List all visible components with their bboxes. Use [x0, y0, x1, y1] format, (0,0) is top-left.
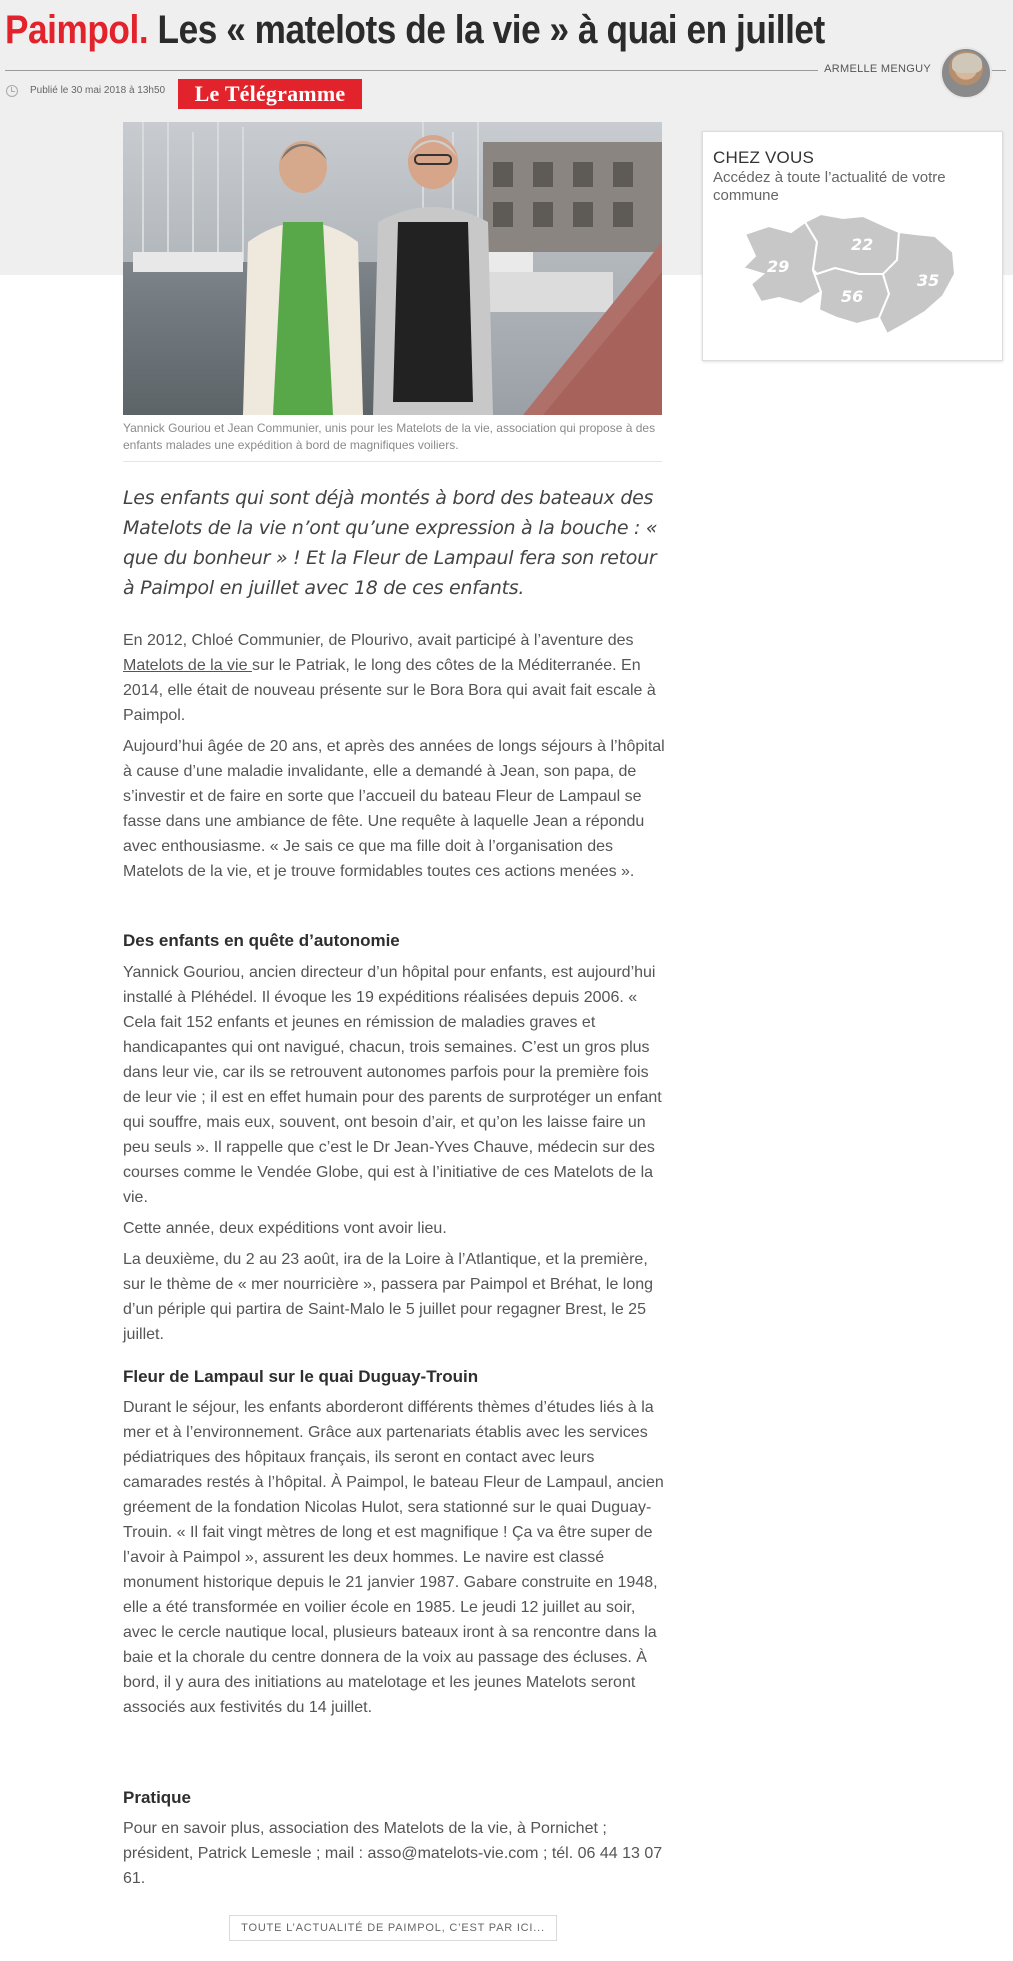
chez-vous-widget	[702, 131, 1003, 361]
page-title	[5, 2, 832, 58]
article-photo	[123, 122, 662, 415]
paragraph-1-end: sur le Patriak, le long des côtes de la Méditerranée. En 2014, elle était de nouveau présente sur le Bora Bora qui avait fait escale à Paimpol.	[123, 657, 656, 724]
paragraph-2: Aujourd’hui âgée de 20 ans, et après des années de longs séjours à l’hôpital à cause d’une maladie invalidante, elle a demandé à Jean, son papa, de s’investir et de faire en sorte que l’accueil du bateau Fleur de Lampaul se fasse dans une ambiance de fête. Une requête à laquelle Jean a répondu avec enthousiasme. « Je sais ce que ma fille doit à l’organisation des Matelots de la vie, et je trouve formidables toutes ces actions menées ».	[123, 738, 665, 880]
publish-date: Publié le 30 mai 2018 à 13h50	[30, 85, 166, 96]
paragraph-1-start: En 2012, Chloé Communier, de Plourivo, avait participé à l’aventure des	[123, 632, 634, 649]
department-22-label: 22	[851, 235, 874, 254]
author-avatar[interactable]	[940, 47, 992, 99]
subheading-pratique: Pratique	[123, 1788, 192, 1807]
matelots-link[interactable]: Matelots de la vie	[123, 657, 252, 674]
paragraph-4: Cette année, deux expéditions vont avoir lieu.	[123, 1220, 447, 1237]
photo-caption: Yannick Gouriou et Jean Communier, unis pour les Matelots de la vie, association qui propose à des enfants malades une expédition à bord de magnifiques voiliers.	[123, 421, 656, 452]
paragraph-7: Pour en savoir plus, association des Matelots de la vie, à Pornichet ; président, Patrick Lemesle ; mail : asso@matelots-vie.com ; tél. 06 44 13 07 61.	[123, 1820, 663, 1887]
brand-logo[interactable]: Le Télégramme	[178, 79, 362, 109]
title-city: Paimpol.	[5, 8, 149, 52]
article-lead: Les enfants qui sont déjà montés à bord des bateaux des Matelots de la vie n’ont qu’une expression à la bouche : « que du bonheur » ! Et la Fleur de Lampaul fera son retour à Paimpol en juillet avec 18 de ces enfants.	[123, 487, 658, 599]
article-body-part2	[123, 960, 668, 1353]
title-divider-end	[990, 70, 1006, 71]
paragraph-6: Durant le séjour, les enfants aborderont différents thèmes d’études liés à la mer et à l’environnement. Grâce aux partenariats établis avec les services pédiatriques des hôpitaux français, ils seront en contact avec leurs camarades restés à l’hôpital. À Paimpol, le bateau Fleur de Lampaul, ancien gréement de la fondation Nicolas Hulot, sera stationné sur le quai Duguay-Trouin. « Il fait vingt mètres de long et est magnifique ! Ça va être super de l’avoir à Paimpol », assurent les deux hommes. Le navire est classé monument historique depuis le 21 janvier 1987. Gabare construite en 1948, elle a été transformée en voilier école en 1985. Le jeudi 12 juillet au soir, avec le cercle nautique local, plusieurs bateaux iront à sa rencontre dans la baie et la chorale du centre donnera de la voix au passage des écluses. À bord, il y aura des initiations au matelotage et les jeunes Matelots seront associés aux festivités du 14 juillet.	[123, 1399, 664, 1716]
subheading-autonomie: Des enfants en quête d’autonomie	[123, 931, 400, 950]
photo-harbour-illustration	[123, 122, 662, 415]
brittany-map	[739, 212, 975, 347]
widget-subtitle: Accédez à toute l’actualité de votre commune	[713, 169, 946, 204]
clock-icon	[6, 85, 18, 97]
paragraph-3: Yannick Gouriou, ancien directeur d’un hôpital pour enfants, est aujourd’hui installé à Pléhédel. Il évoque les 19 expéditions réalisées depuis 2006. « Cela fait 152 enfants et jeunes en rémission de maladies graves et handicapantes qui ont navigué, chacun, trois semaines. C’est un gros plus dans leur vie, car ils se retrouvent autonomes parfois pour la première fois de leur vie ; il est en effet humain pour des parents de surprotéger un enfant qui souffre, mais eux, souvent, ont besoin d’air, et qu’on les laisse faire un peu seuls ». Il rappelle que c’est le Dr Jean-Yves Chauve, médecin sur des courses comme le Vendée Globe, qui est à l’initiative de ces Matelots de la vie.	[123, 964, 662, 1206]
subheading-fleur-de-lampaul: Fleur de Lampaul sur le quai Duguay-Trouin	[123, 1367, 479, 1386]
title-divider	[5, 70, 825, 71]
department-56-label: 56	[841, 287, 864, 306]
department-29-label: 29	[767, 257, 790, 276]
paragraph-1	[123, 628, 668, 728]
author-name[interactable]: ARMELLE MENGUY	[818, 63, 937, 75]
article-body-part1	[123, 628, 668, 890]
caption-divider	[123, 461, 662, 462]
article-body-part3	[123, 1395, 668, 1726]
widget-title: CHEZ VOUS	[713, 148, 814, 167]
department-35-label: 35	[917, 271, 940, 290]
paragraph-5: La deuxième, du 2 au 23 août, ira de la Loire à l’Atlantique, et la première, sur le thème de « mer nourricière », passera par Paimpol et Bréhat, le long d’un périple qui partira de Saint-Malo le 5 juillet pour regagner Brest, le 25 juillet.	[123, 1251, 654, 1343]
article-body-part4	[123, 1816, 668, 1897]
title-text: Les « matelots de la vie » à quai en juillet	[157, 8, 825, 52]
more-news-button[interactable]: TOUTE L’ACTUALITÉ DE PAIMPOL, C’EST PAR ICI...	[229, 1915, 557, 1941]
